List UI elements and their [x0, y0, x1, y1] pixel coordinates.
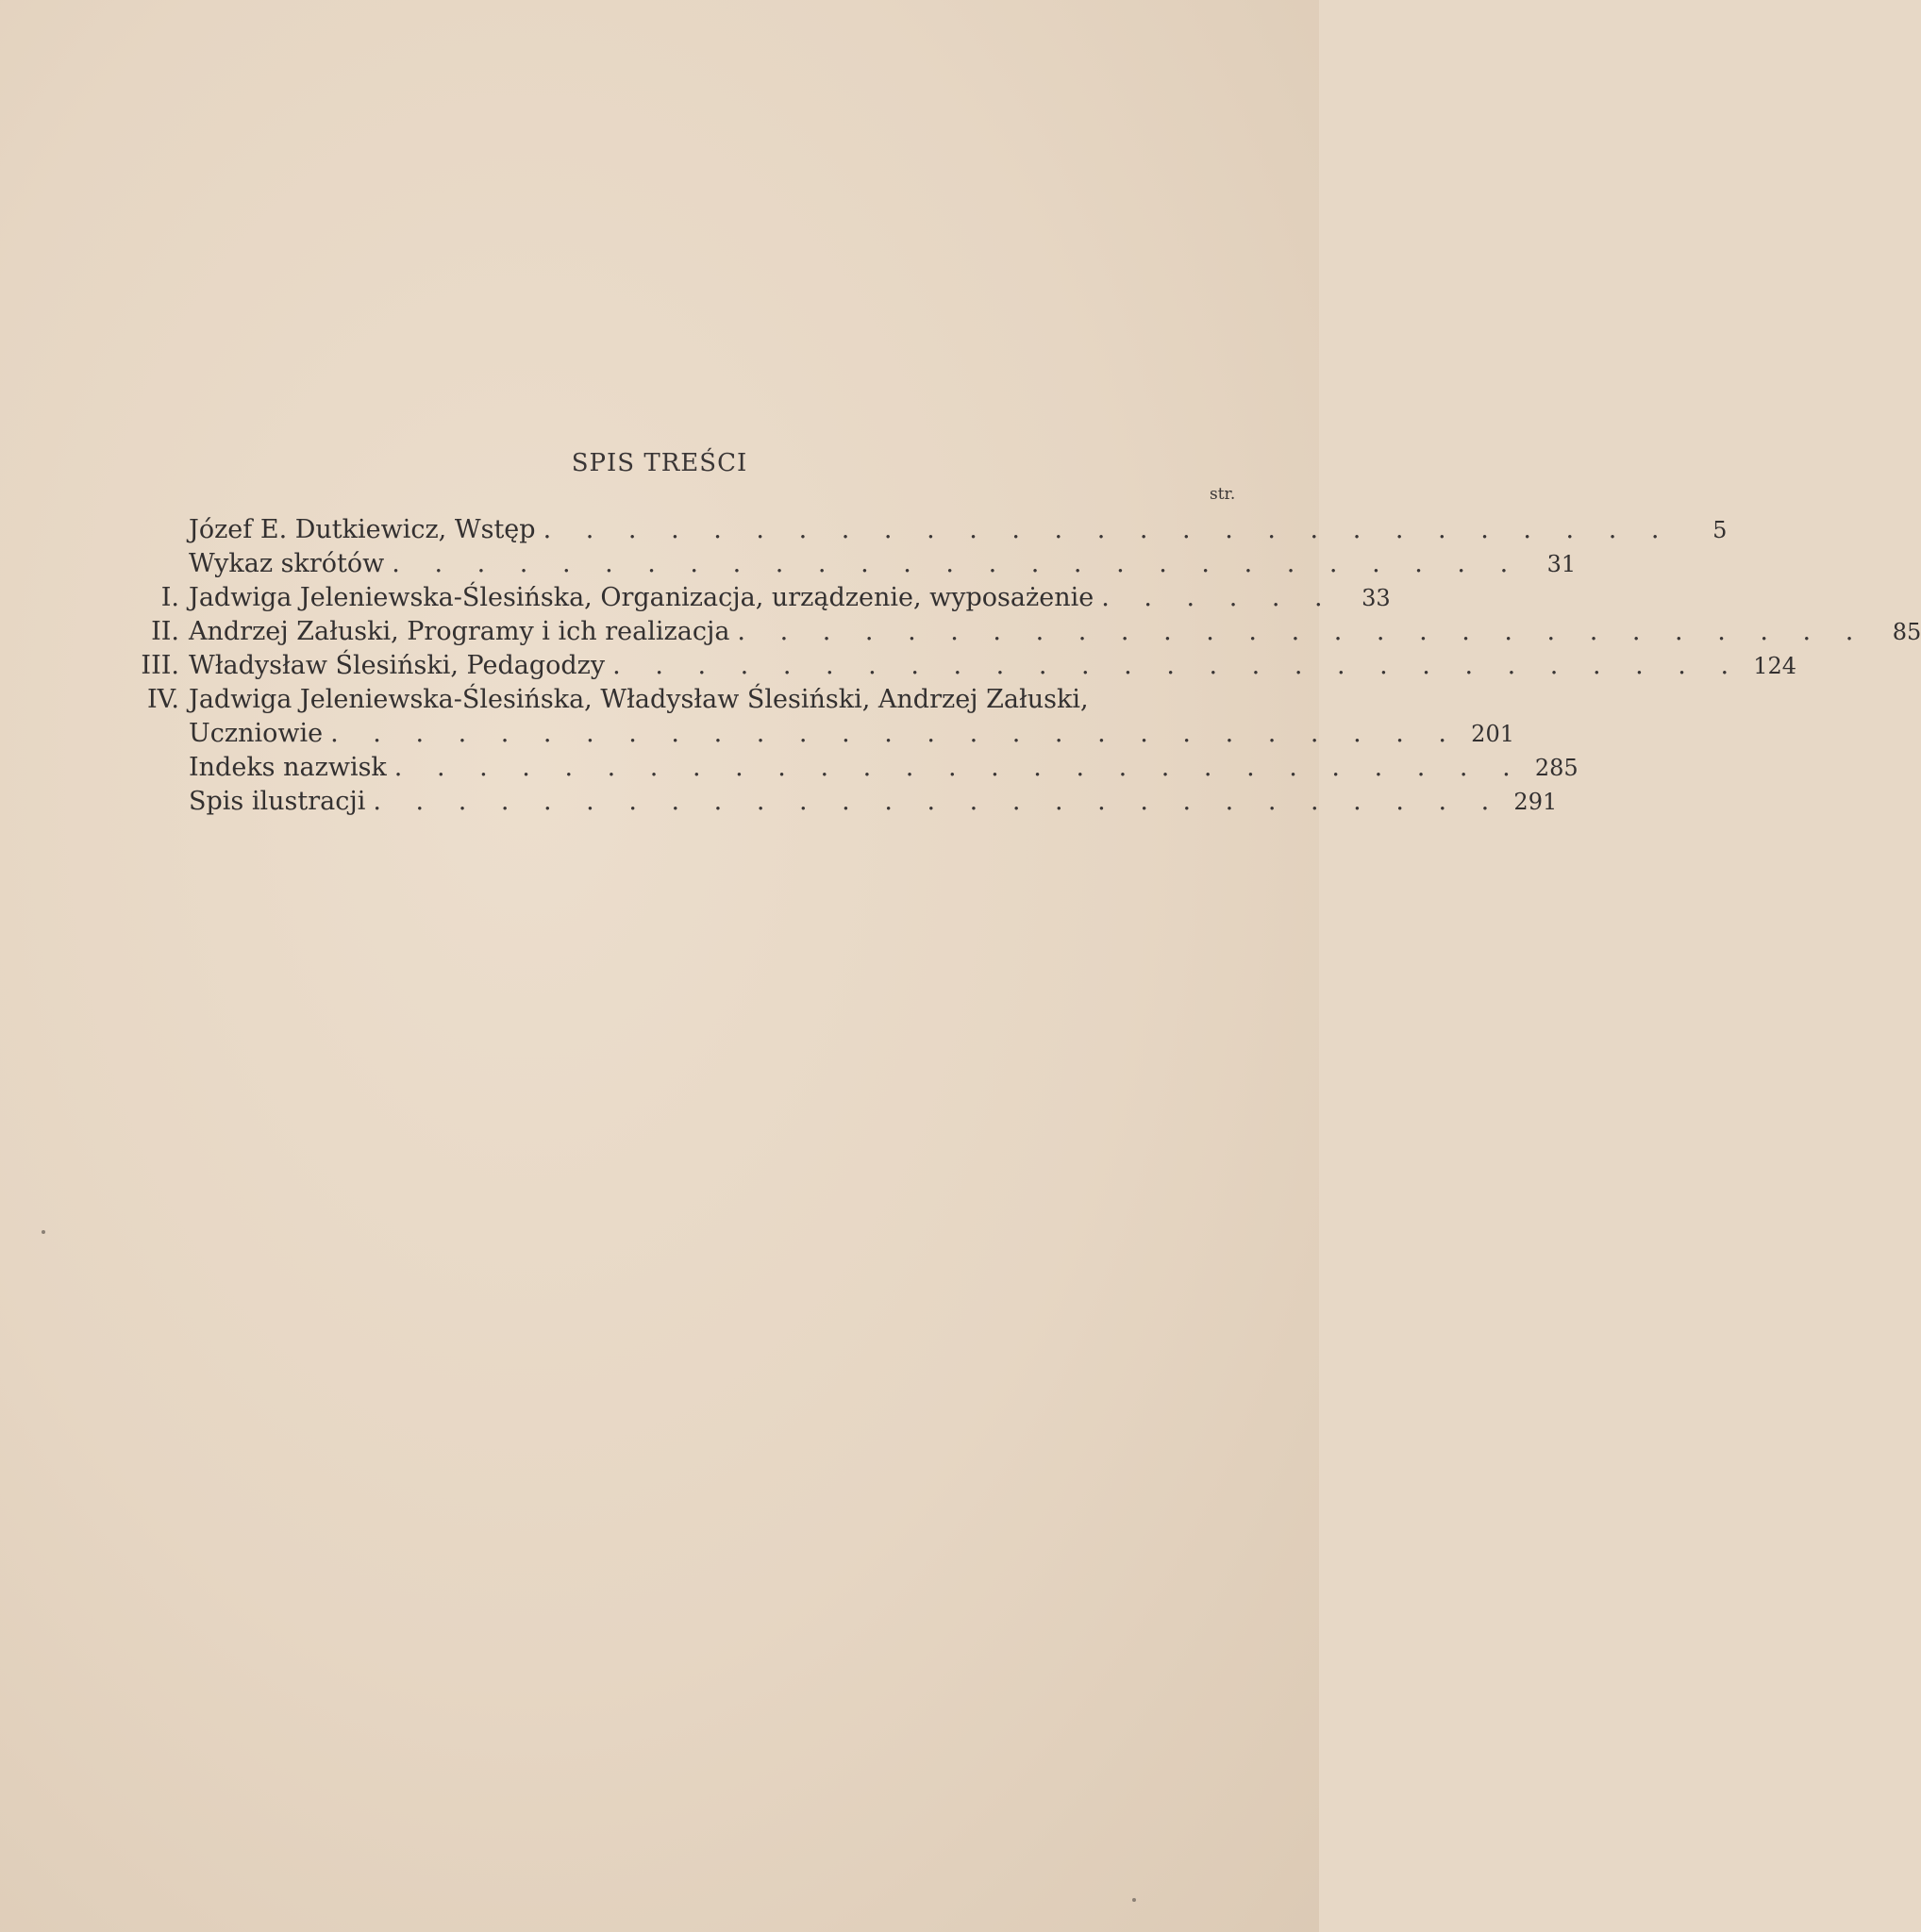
dot-leader: . . . . . . . . . . . . . . . . . . . . . . . . . . . — [393, 753, 1524, 782]
toc-entry — [128, 785, 1558, 819]
entry-number: IV. — [146, 685, 179, 714]
toc-entry — [128, 581, 1391, 615]
entry-title: Wykaz skrótów — [189, 549, 385, 578]
table-of-contents — [128, 513, 1921, 819]
dot-leader: . . . . . . . . . . . . . . . . . . . . . . . . . . . — [392, 549, 1522, 578]
entry-title: Jadwiga Jeleniewska-Ślesińska, Organizacja, urządzenie, wyposażenie — [189, 583, 1094, 612]
page-column-label: str. — [1210, 485, 1236, 504]
paper-speck — [42, 1230, 45, 1234]
toc-entry — [128, 615, 1921, 649]
entry-title: Władysław Ślesiński, Pedagodzy — [189, 651, 606, 680]
toc-entry — [128, 513, 1728, 547]
entry-page: 285 — [1534, 755, 1579, 781]
dot-leader: . . . . . . — [1101, 583, 1336, 612]
entry-title: Uczniowie — [189, 719, 324, 748]
dot-leader: . . . . . . . . . . . . . . . . . . . . . . . . . . . — [612, 651, 1743, 680]
dot-leader: . . . . . . . . . . . . . . . . . . . . . . . . . . . — [373, 787, 1503, 816]
entry-number: I. — [160, 583, 179, 612]
entry-number: III. — [141, 651, 179, 680]
entry-page: 33 — [1361, 585, 1391, 611]
entry-title: Jadwiga Jeleniewska-Ślesińska, Władysław Ślesiński, Andrzej Załuski, — [189, 685, 1089, 714]
entry-title: Andrzej Załuski, Programy i ich realizacja — [189, 617, 730, 646]
dot-leader: . . . . . . . . . . . . . . . . . . . . . . . . . . . — [543, 515, 1673, 544]
toc-entry — [128, 751, 1579, 785]
paper-speck — [1132, 1898, 1136, 1902]
toc-entry — [128, 547, 1577, 581]
entry-title: Józef E. Dutkiewicz, Wstęp — [189, 515, 536, 544]
entry-page: 201 — [1471, 721, 1514, 747]
toc-entry — [128, 683, 1247, 717]
entry-title: Spis ilustracji — [189, 787, 366, 816]
entry-page: 291 — [1513, 789, 1558, 815]
entry-number: II. — [151, 617, 179, 646]
entry-page: 5 — [1712, 517, 1728, 543]
entry-page: 124 — [1753, 653, 1797, 679]
toc-entry — [128, 649, 1797, 683]
dot-leader: . . . . . . . . . . . . . . . . . . . . . . . . . . . — [737, 617, 1867, 646]
page-title: SPIS TREŚCI — [571, 449, 748, 477]
entry-page: 85 — [1892, 619, 1921, 645]
entry-page: 31 — [1546, 551, 1577, 577]
entry-title: Indeks nazwisk — [189, 753, 387, 782]
toc-entry — [128, 717, 1514, 751]
dot-leader: . . . . . . . . . . . . . . . . . . . . . . . . . . . — [330, 719, 1460, 748]
